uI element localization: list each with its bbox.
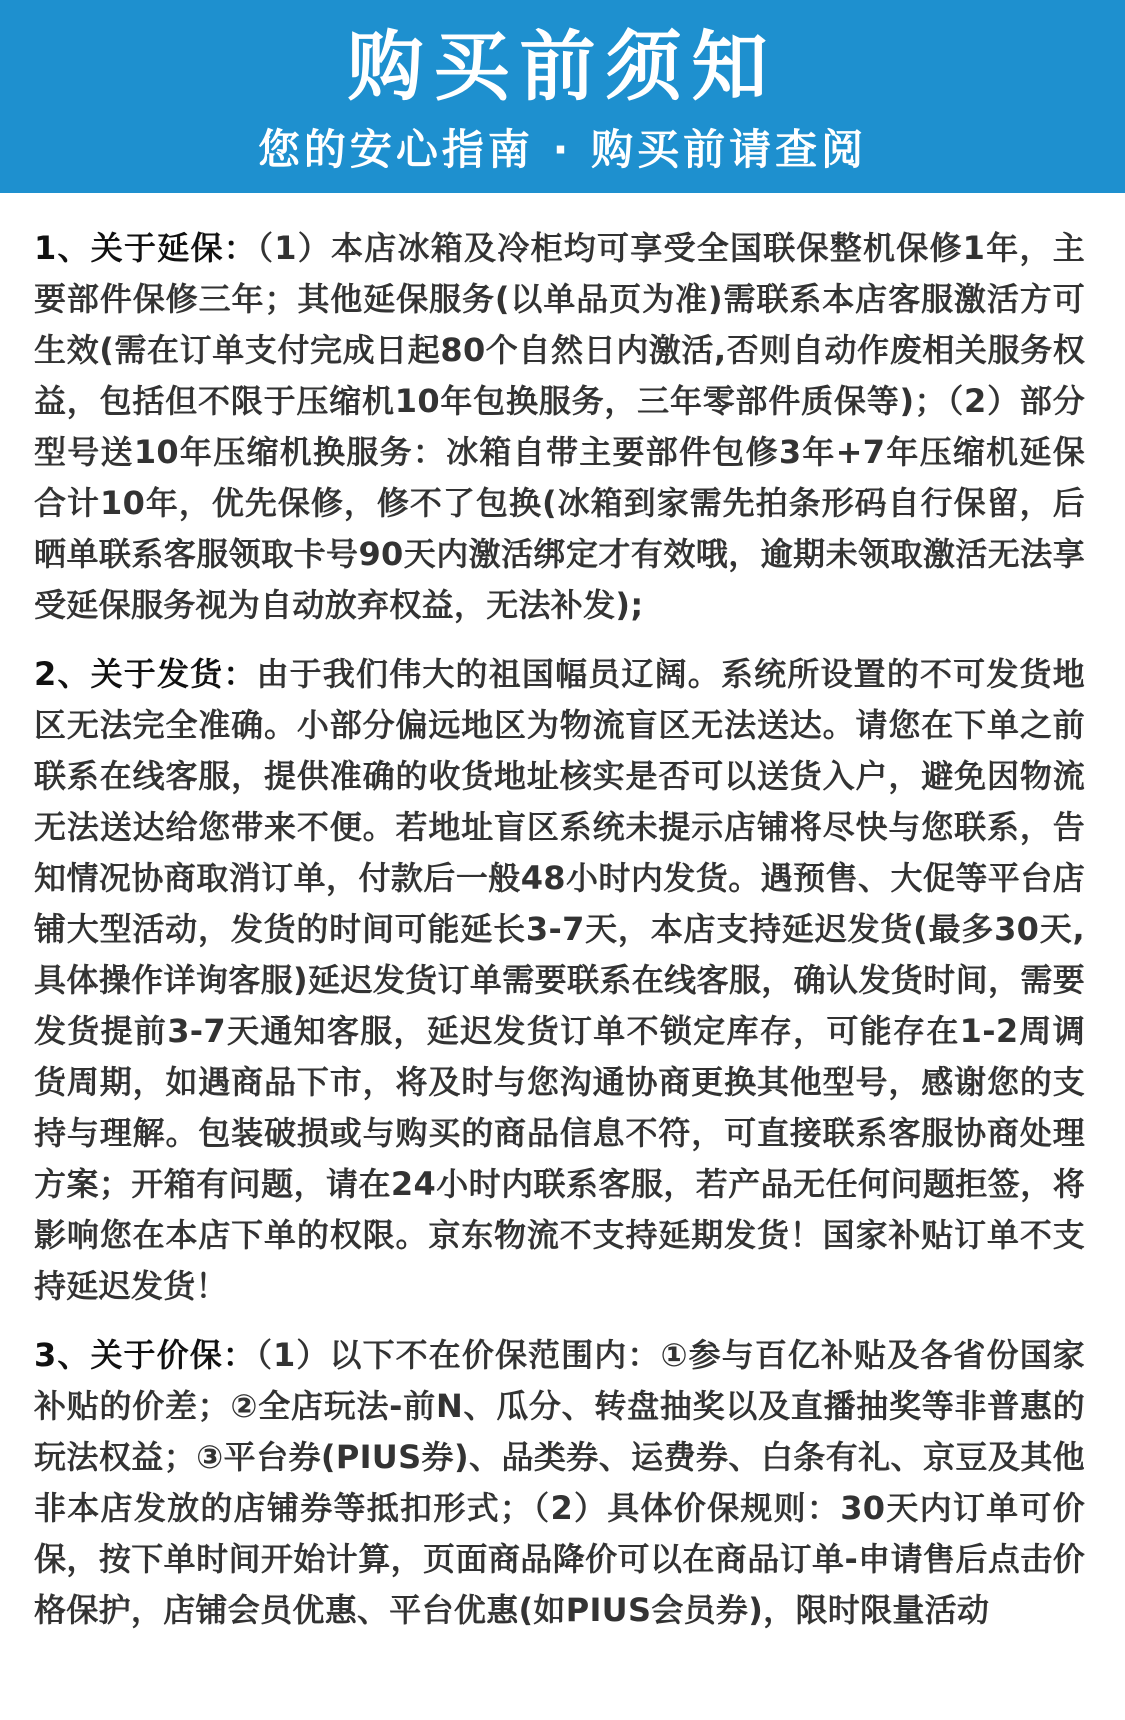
section-extended-warranty xyxy=(34,223,1085,631)
section-label: 2、关于发货： xyxy=(34,655,257,693)
section-shipping xyxy=(34,649,1085,1312)
notice-content xyxy=(0,193,1125,1636)
header-banner xyxy=(0,0,1125,193)
section-label: 1、关于延保： xyxy=(34,229,257,267)
page-subtitle: 您的安心指南 · 购买前请查阅 xyxy=(257,125,868,174)
section-price-protection xyxy=(34,1330,1085,1636)
section-body: 由于我们伟大的祖国幅员辽阔。系统所设置的不可发货地区无法完全准确。小部分偏远地区为物流盲区无法送达。请您在下单之前联系在线客服，提供准确的收货地址核实是否可以送货入户，避免因物流无法送达给您带来不便。若地址盲区系统未提示店铺将尽快与您联系，告知情况协商取消订单，付款后一般48小时内发货。遇预售、大促等平台店铺大型活动，发货的时间可能延长3-7天，本店支持延迟发货(最多30天,具体操作详询客服)延迟发货订单需要联系在线客服，确认发货时间，需要发货提前3-7天通知客服，延迟发货订单不锁定库存，可能存在1-2周调货周期，如遇商品下市，将及时与您沟通协商更换其他型号，感谢您的支持与理解。包装破损或与购买的商品信息不符，可直接联系客服协商处理方案；开箱有问题，请在24小时内联系客服，若产品无任何问题拒签，将影响您在本店下单的权限。京东物流不支持延期发货！国家补贴订单不支持延迟发货！ xyxy=(34,655,1085,1305)
section-label: 3、关于价保： xyxy=(34,1336,256,1374)
section-body: （1）以下不在价保范围内：①参与百亿补贴及各省份国家补贴的价差；②全店玩法-前N、瓜分、转盘抽奖以及直播抽奖等非普惠的玩法权益；③平台券(PIUS券)、品类券、运费券、白条有礼、京豆及其他非本店发放的店铺券等抵扣形式；（2）具体价保规则：30天内订单可价保，按下单时间开始计算，页面商品降价可以在商品订单-申请售后点击价格保护，店铺会员优惠、平台优惠(如PIUS会员券)，限时限量活动 xyxy=(34,1336,1085,1629)
section-body: （1）本店冰箱及冷柜均可享受全国联保整机保修1年，主要部件保修三年；其他延保服务(以单品页为准)需联系本店客服激活方可生效(需在订单支付完成日起80个自然日内激活,否则自动作废相关服务权益，包括但不限于压缩机10年包换服务，三年零部件质保等)；（2）部分型号送10年压缩机换服务：冰箱自带主要部件包修3年+7年压缩机延保合计10年，优先保修，修不了包换(冰箱到家需先拍条形码自行保留，后晒单联系客服领取卡号90天内激活绑定才有效哦，逾期未领取激活无法享受延保服务视为自动放弃权益，无法补发); xyxy=(34,229,1085,624)
page-title: 购买前须知 xyxy=(347,22,778,111)
